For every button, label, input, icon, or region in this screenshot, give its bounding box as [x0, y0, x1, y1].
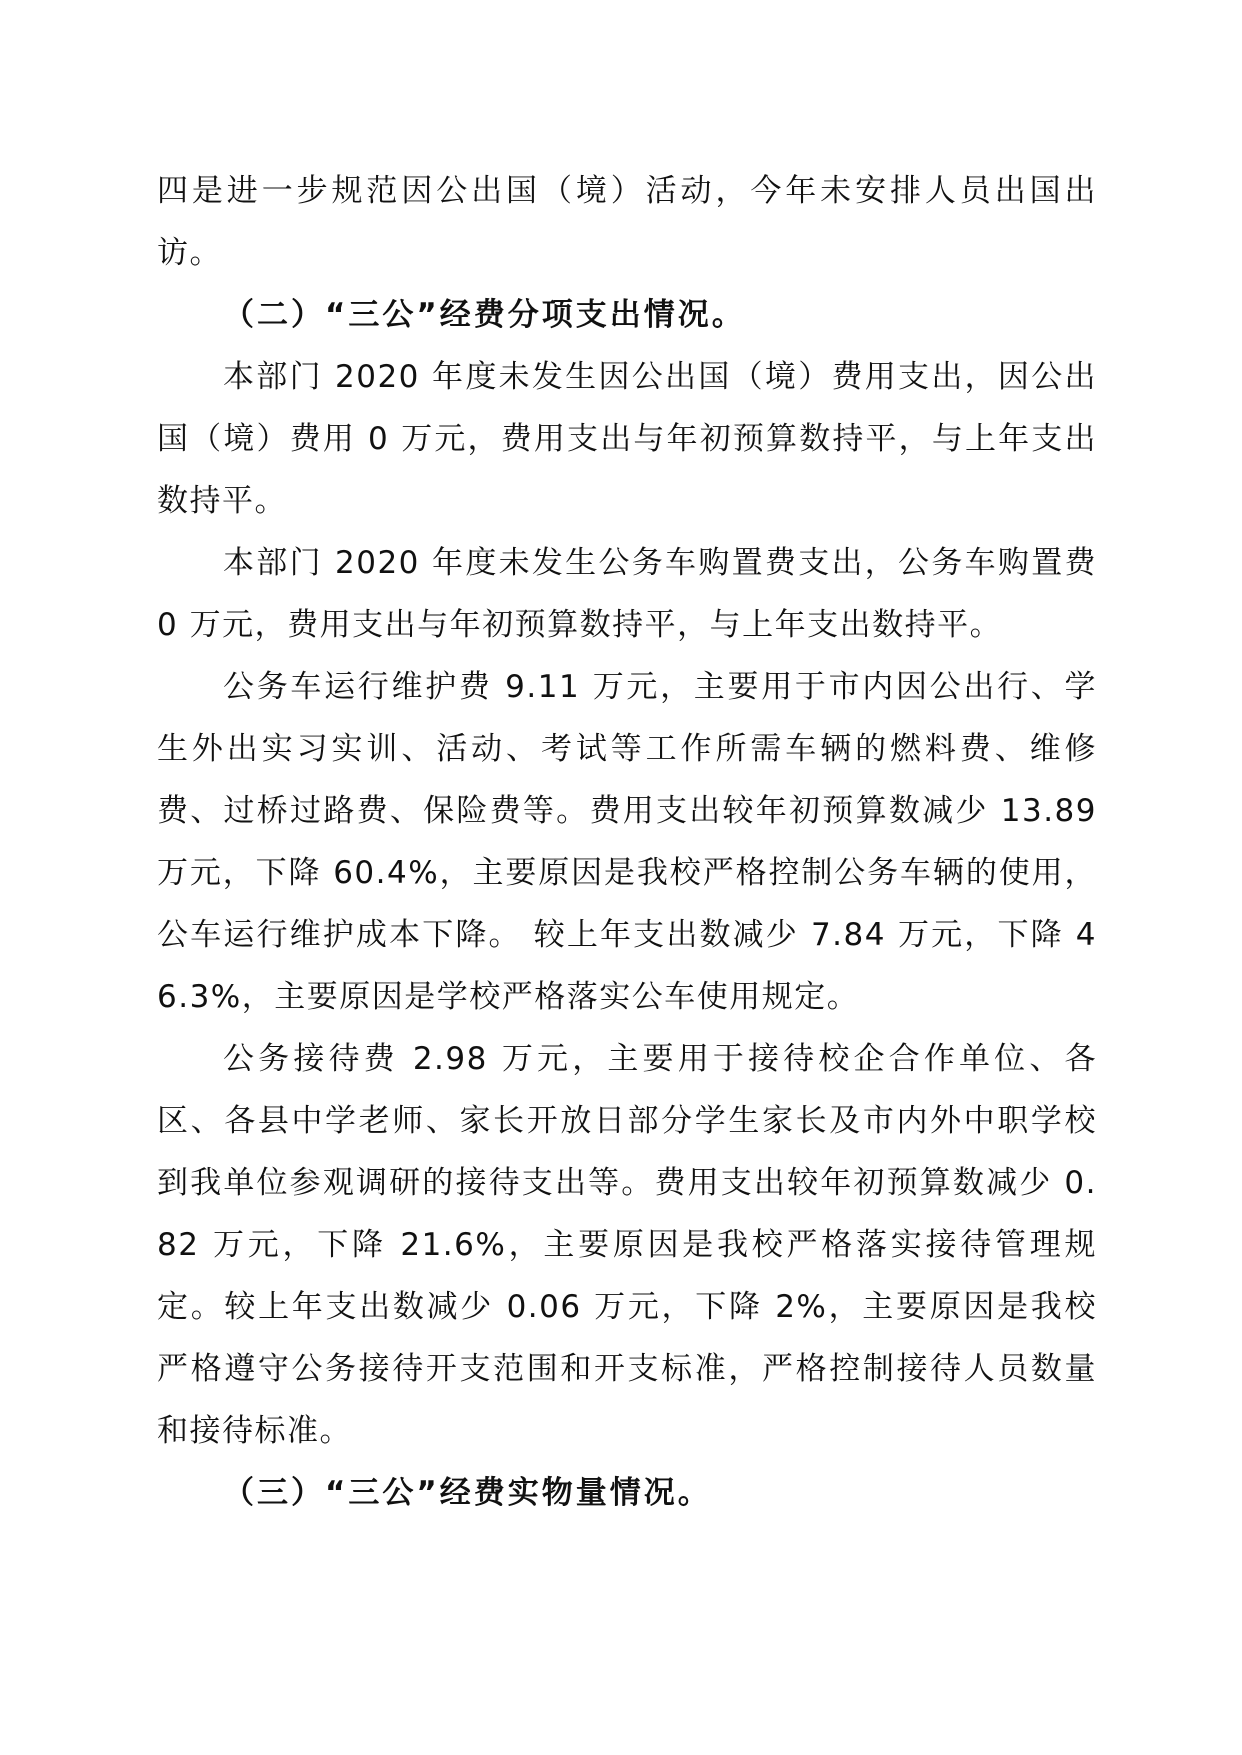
section-heading-physical-quantity: （三）“三公”经费实物量情况。 [223, 1475, 712, 1511]
paragraph-vehicle-purchase-cost: 本部门 2020 年度未发生公务车购置费支出，公务车购置费 0 万元，费用支出与年初预算数持平，与上年支出数持平。 [157, 545, 1097, 643]
paragraph-outbound-travel: 四是进一步规范因公出国（境）活动，今年未安排人员出国出访。 [157, 173, 1097, 271]
section-heading-itemized-expenses: （二）“三公”经费分项支出情况。 [223, 297, 746, 333]
paragraph-reception-cost: 公务接待费 2.98 万元，主要用于接待校企合作单位、各区、各县中学老师、家长开放日部分学生家长及市内外中职学校到我单位参观调研的接待支出等。费用支出较年初预算数减少 0.82 万元，下降 21.6%，主要原因是我校严格落实接待管理规定。较上年支出数减少 0.06 万元，下降 2%，主要原因是我校严格遵守公务接待开支范围和开支标准，严格控制接待人员数量和接待标准。 [157, 1041, 1097, 1449]
document-body [157, 160, 1097, 1524]
paragraph-overseas-travel-cost: 本部门 2020 年度未发生因公出国（境）费用支出，因公出国（境）费用 0 万元，费用支出与年初预算数持平，与上年支出数持平。 [157, 359, 1097, 519]
paragraph-vehicle-operation-cost: 公务车运行维护费 9.11 万元，主要用于市内因公出行、学生外出实习实训、活动、考试等工作所需车辆的燃料费、维修费、过桥过路费、保险费等。费用支出较年初预算数减少 13.89 万元，下降 60.4%，主要原因是我校严格控制公务车辆的使用，公车运行维护成本下降。 较上年支出数减少 7.84 万元，下降 46.3%，主要原因是学校严格落实公车使用规定。 [157, 669, 1097, 1015]
